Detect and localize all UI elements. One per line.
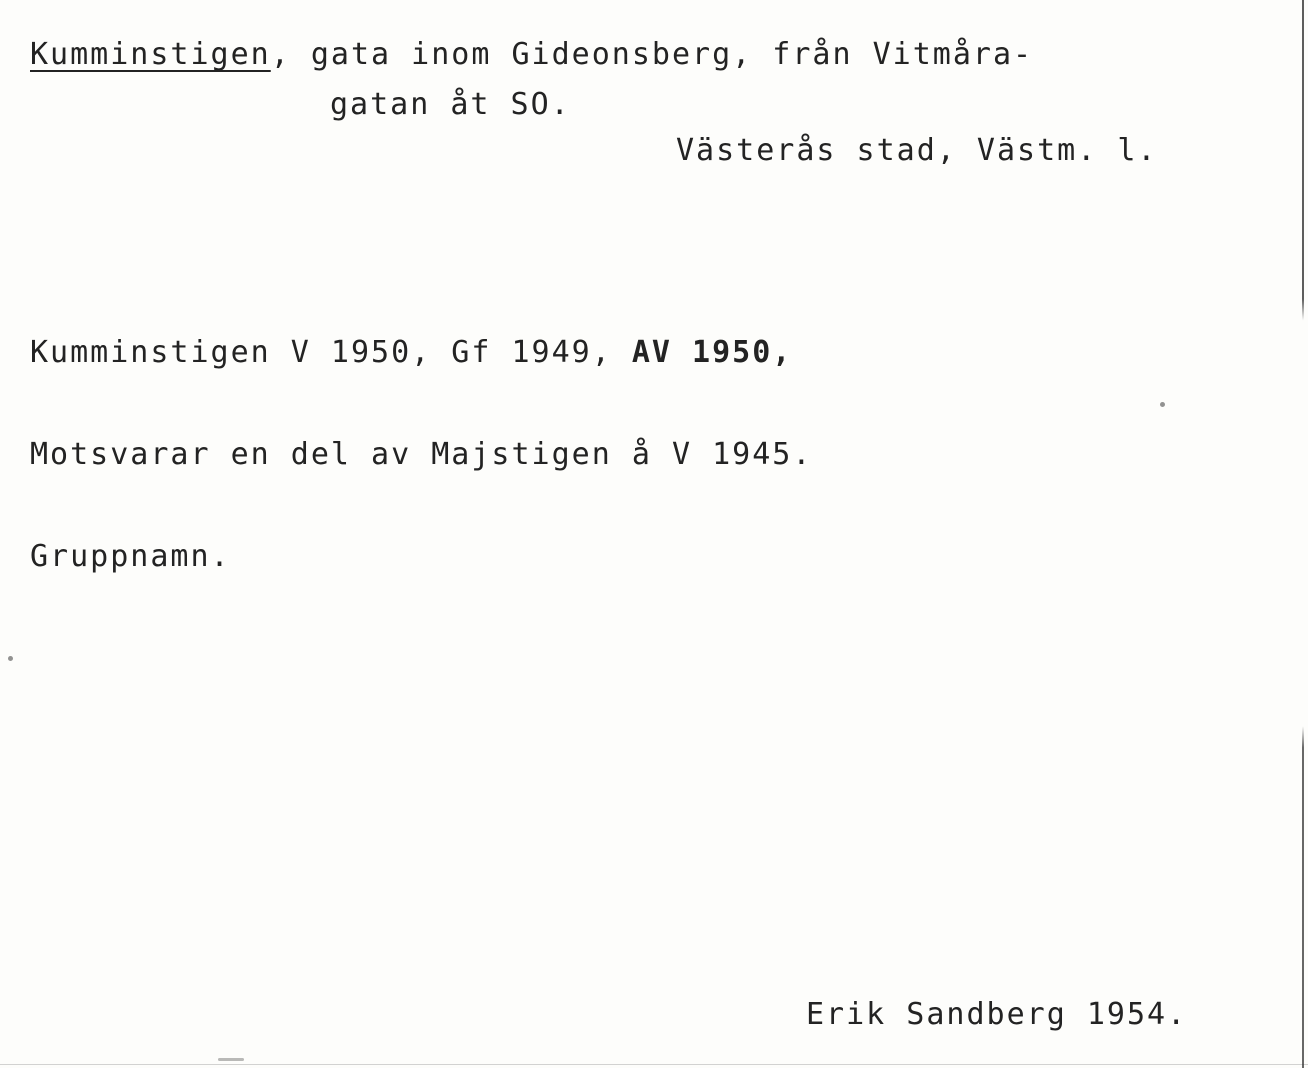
signature-line: Erik Sandberg 1954. bbox=[806, 997, 1188, 1032]
paper-speck bbox=[8, 656, 13, 661]
paper-speck bbox=[218, 1058, 244, 1061]
headword: Kumminstigen bbox=[30, 37, 271, 72]
location-line: Västerås stad, Västm. l. bbox=[676, 133, 1158, 168]
scan-edge-bottom bbox=[0, 1064, 1308, 1065]
headword-description-continued: gatan åt SO. bbox=[330, 87, 571, 122]
attestations-line bbox=[30, 335, 793, 370]
scan-edge-right bbox=[1302, 0, 1304, 1068]
headword-line bbox=[30, 37, 1034, 72]
category-line: Gruppnamn. bbox=[30, 539, 231, 574]
attestations-text: Kumminstigen V 1950, Gf 1949, bbox=[30, 335, 632, 370]
attestations-emphasis: AV 1950, bbox=[631, 335, 793, 370]
paper-speck bbox=[1160, 402, 1165, 407]
note-line: Motsvarar en del av Majstigen å V 1945. bbox=[30, 437, 813, 472]
headword-description: , gata inom Gideonsberg, från Vitmåra- bbox=[270, 37, 1034, 72]
